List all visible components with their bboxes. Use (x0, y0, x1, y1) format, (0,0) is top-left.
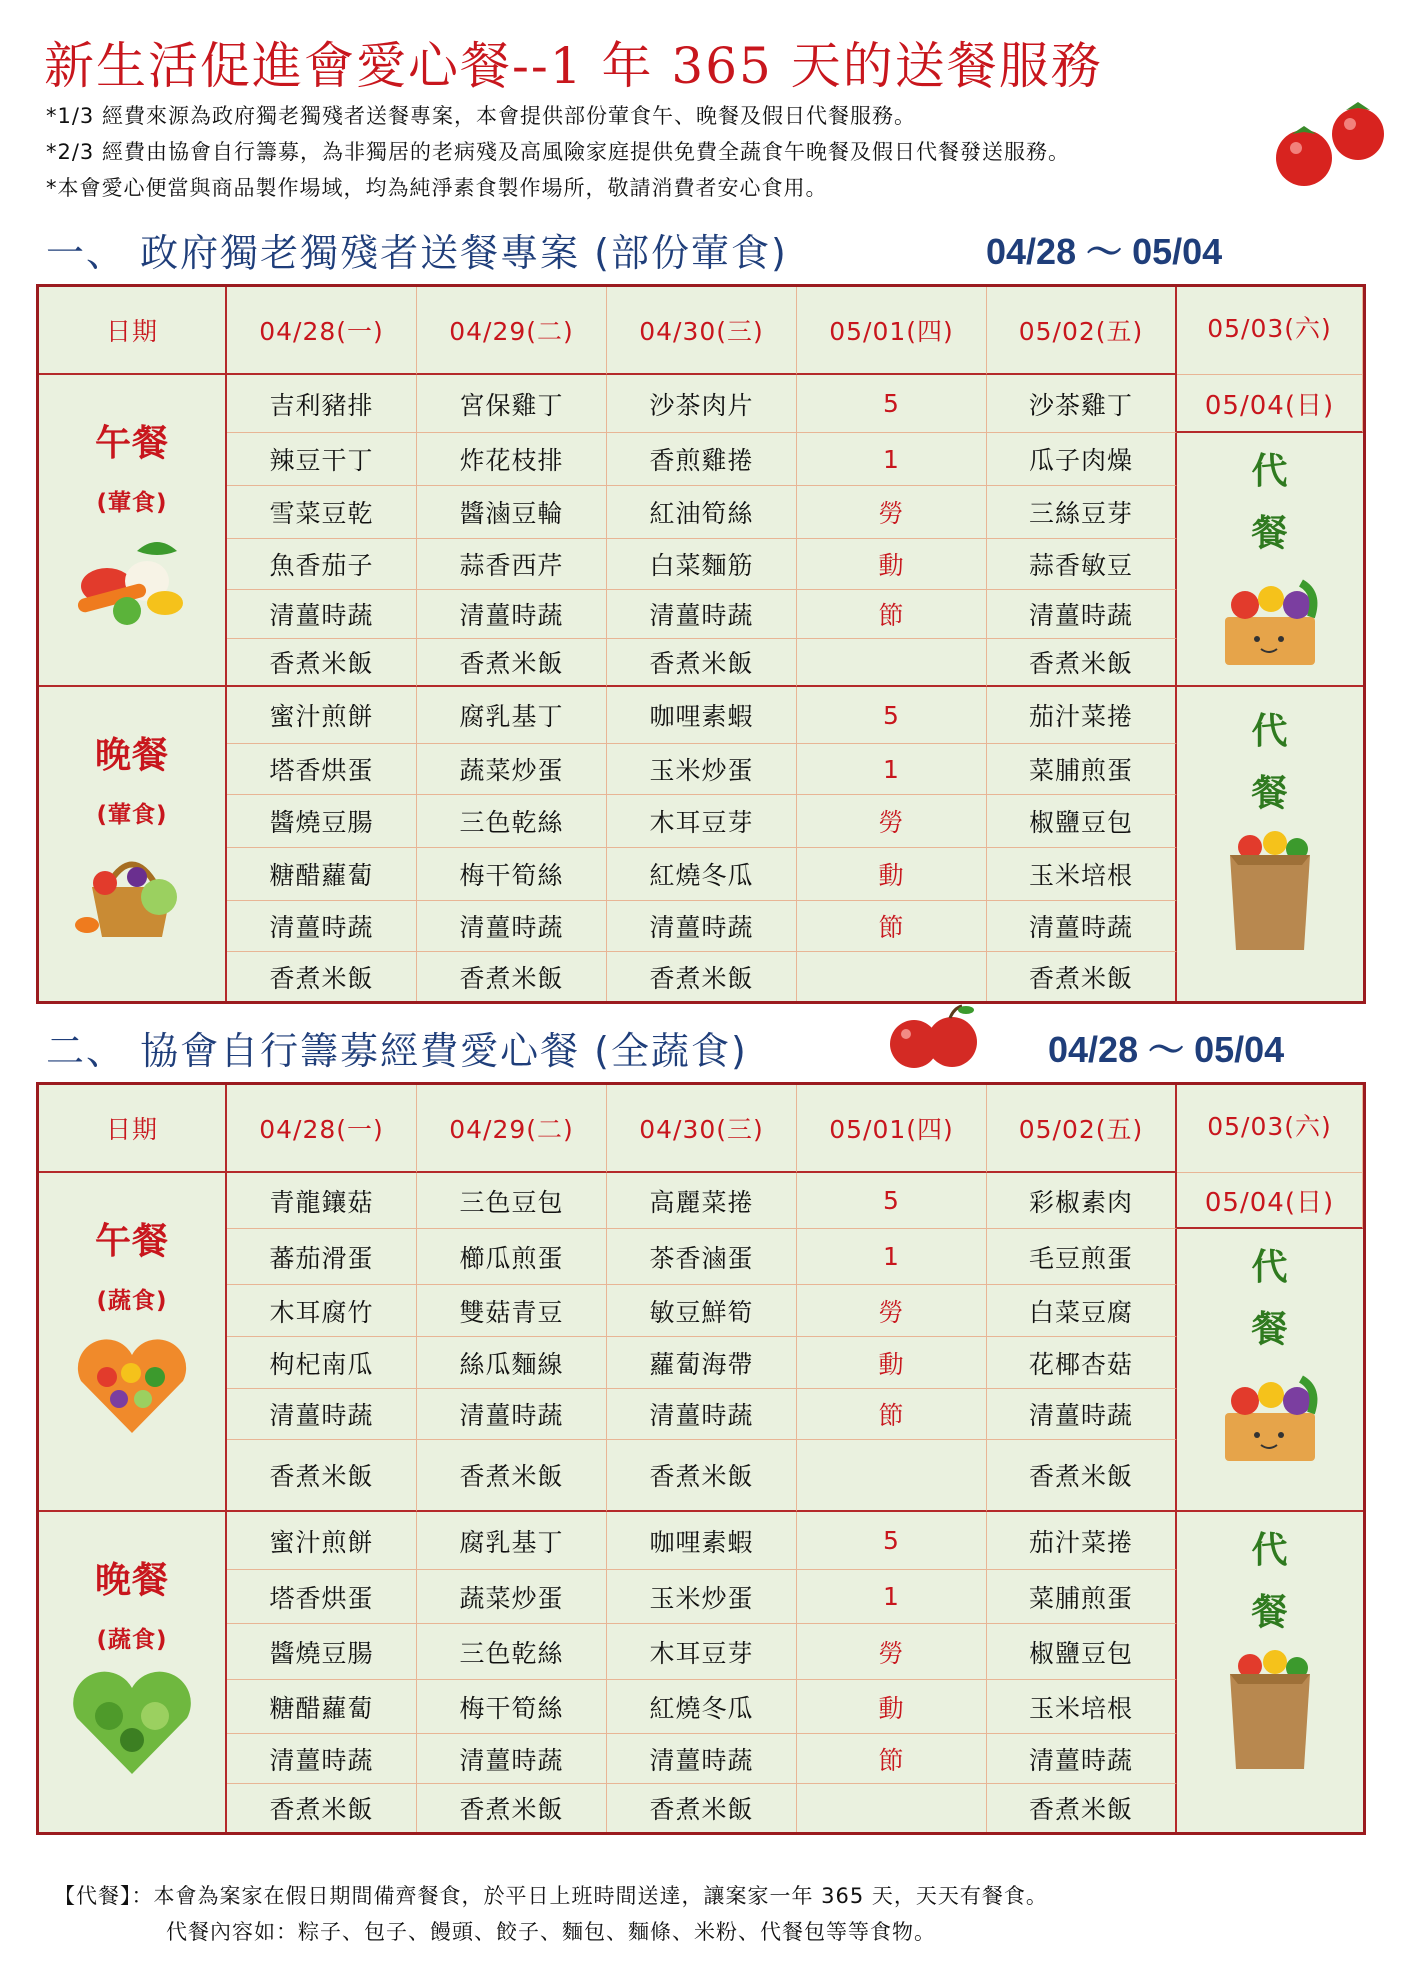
section-2-menu-table (36, 1082, 1366, 1835)
meal-title: 午餐 (94, 1221, 169, 1262)
grocery-bag-icon (1205, 1644, 1335, 1774)
sunday-header: 05/04(日) (1177, 1173, 1363, 1229)
page-title: 新生活促進會愛心餐--1 年 365 天的送餐服務 (44, 37, 1103, 95)
menu-cell: 蜜汁煎餅 (227, 1512, 417, 1570)
saturday-header: 05/03(六) (1177, 1085, 1363, 1173)
menu-cell: 香煮米飯 (607, 1440, 797, 1512)
menu-cell: 辣豆干丁 (227, 433, 417, 486)
menu-cell: 瓜子肉燥 (987, 433, 1177, 486)
saturday-header: 05/03(六) (1177, 287, 1363, 375)
day-header: 05/01(四) (797, 287, 987, 375)
holiday-cell: 勞 (797, 1624, 987, 1680)
date-header-label: 日期 (39, 1085, 227, 1173)
menu-cell: 紅燒冬瓜 (607, 848, 797, 901)
menu-cell: 蒜香敏豆 (987, 539, 1177, 590)
menu-cell: 紅油筍絲 (607, 486, 797, 539)
menu-cell: 塔香烘蛋 (227, 744, 417, 795)
substitute-char: 代 (1251, 711, 1289, 752)
green-heart-icon (67, 1660, 197, 1780)
holiday-cell: 動 (797, 539, 987, 590)
menu-cell: 清薑時蔬 (987, 901, 1177, 952)
menu-cell: 玉米培根 (987, 1680, 1177, 1734)
substitute-char: 餐 (1251, 773, 1289, 814)
menu-cell: 炸花枝排 (417, 433, 607, 486)
menu-cell: 香煮米飯 (987, 1440, 1177, 1512)
lunch-label (39, 375, 227, 687)
menu-cell: 清薑時蔬 (227, 1734, 417, 1784)
menu-cell: 清薑時蔬 (607, 1734, 797, 1784)
grocery-bag-icon (1205, 825, 1335, 955)
menu-cell: 蒜香西芹 (417, 539, 607, 590)
menu-cell: 清薑時蔬 (417, 901, 607, 952)
section-1-menu-table (36, 284, 1366, 1004)
meal-title: 晚餐 (94, 735, 169, 776)
menu-cell: 敏豆鮮筍 (607, 1285, 797, 1337)
dinner-label (39, 687, 227, 1001)
menu-cell: 櫛瓜煎蛋 (417, 1229, 607, 1285)
menu-cell: 香煮米飯 (417, 952, 607, 1001)
menu-cell: 三色乾絲 (417, 795, 607, 848)
menu-cell: 木耳豆芽 (607, 795, 797, 848)
day-header: 04/28(一) (227, 1085, 417, 1173)
substitute-char: 代 (1251, 451, 1289, 492)
menu-cell: 糖醋蘿蔔 (227, 1680, 417, 1734)
menu-cell: 香煮米飯 (227, 1784, 417, 1832)
menu-cell: 宮保雞丁 (417, 375, 607, 433)
menu-cell: 蔬菜炒蛋 (417, 1570, 607, 1624)
sunday-header: 05/04(日) (1177, 375, 1363, 433)
tomato-icon (1268, 100, 1388, 190)
menu-cell: 清薑時蔬 (607, 590, 797, 639)
holiday-cell: 節 (797, 1734, 987, 1784)
substitute-char: 餐 (1251, 513, 1289, 554)
menu-cell: 三色乾絲 (417, 1624, 607, 1680)
menu-cell: 香煮米飯 (607, 639, 797, 687)
menu-cell: 青龍鑲菇 (227, 1173, 417, 1229)
day-header: 05/02(五) (987, 1085, 1177, 1173)
menu-cell: 清薑時蔬 (227, 1389, 417, 1440)
holiday-cell: 1 (797, 1570, 987, 1624)
fruit-box-icon (1205, 565, 1335, 675)
menu-cell: 木耳腐竹 (227, 1285, 417, 1337)
menu-cell: 魚香茄子 (227, 539, 417, 590)
menu-cell: 香煮米飯 (987, 1784, 1177, 1832)
day-header: 04/29(二) (417, 287, 607, 375)
menu-cell: 醬燒豆腸 (227, 1624, 417, 1680)
meal-title: 晚餐 (94, 1560, 169, 1601)
menu-cell: 毛豆煎蛋 (987, 1229, 1177, 1285)
menu-cell: 梅干筍絲 (417, 848, 607, 901)
menu-cell: 雙菇青豆 (417, 1285, 607, 1337)
menu-cell: 清薑時蔬 (987, 590, 1177, 639)
menu-cell: 白菜豆腐 (987, 1285, 1177, 1337)
weekend-substitute-meal (1177, 433, 1363, 687)
section-1-heading: 一、 政府獨老獨殘者送餐專案 (部份葷食) (46, 231, 788, 275)
lunch-label (39, 1173, 227, 1512)
holiday-cell (797, 1440, 987, 1512)
note-2: *2/3 經費由協會自行籌募，為非獨居的老病殘及高風險家庭提供免費全蔬食午晚餐及假日代餐發送服務。 (46, 140, 1070, 164)
menu-cell: 高麗菜捲 (607, 1173, 797, 1229)
menu-cell: 彩椒素肉 (987, 1173, 1177, 1229)
day-header: 04/28(一) (227, 287, 417, 375)
vegetable-heart-icon (67, 1329, 197, 1439)
menu-cell: 清薑時蔬 (417, 1734, 607, 1784)
substitute-char: 代 (1251, 1247, 1289, 1288)
menu-cell: 玉米培根 (987, 848, 1177, 901)
menu-cell: 紅燒冬瓜 (607, 1680, 797, 1734)
holiday-cell: 節 (797, 901, 987, 952)
holiday-cell: 5 (797, 687, 987, 744)
substitute-char: 代 (1251, 1530, 1289, 1571)
menu-cell: 蕃茄滑蛋 (227, 1229, 417, 1285)
menu-cell: 木耳豆芽 (607, 1624, 797, 1680)
menu-cell: 香煮米飯 (227, 1440, 417, 1512)
note-3: *本會愛心便當與商品製作場域，均為純淨素食製作場所，敬請消費者安心食用。 (46, 176, 828, 200)
meal-subtitle: (蔬食) (96, 1288, 168, 1314)
menu-cell: 清薑時蔬 (227, 901, 417, 952)
menu-cell: 糖醋蘿蔔 (227, 848, 417, 901)
menu-cell: 香煮米飯 (987, 952, 1177, 1001)
holiday-cell: 動 (797, 848, 987, 901)
menu-cell: 蔬菜炒蛋 (417, 744, 607, 795)
menu-cell: 咖哩素蝦 (607, 687, 797, 744)
vegetable-basket-icon (67, 837, 197, 947)
menu-cell: 沙茶雞丁 (987, 375, 1177, 433)
substitute-char: 餐 (1251, 1592, 1289, 1633)
menu-cell: 雪菜豆乾 (227, 486, 417, 539)
menu-cell: 茄汁菜捲 (987, 1512, 1177, 1570)
menu-cell: 香煮米飯 (607, 952, 797, 1001)
weekend-substitute-meal (1177, 1229, 1363, 1512)
menu-cell: 醬燒豆腸 (227, 795, 417, 848)
footer-note-line-1: 【代餐】：本會為案家在假日期間備齊餐食，於平日上班時間送達，讓案家一年 365 天，天天有餐食。 (54, 1884, 1048, 1908)
holiday-cell: 動 (797, 1680, 987, 1734)
day-header: 04/30(三) (607, 1085, 797, 1173)
menu-cell: 腐乳基丁 (417, 1512, 607, 1570)
menu-cell: 菜脯煎蛋 (987, 744, 1177, 795)
holiday-cell: 1 (797, 433, 987, 486)
menu-cell: 香煮米飯 (417, 639, 607, 687)
meal-subtitle: (蔬食) (96, 1627, 168, 1653)
menu-cell: 三色豆包 (417, 1173, 607, 1229)
apple-icon (882, 1002, 982, 1074)
menu-cell: 玉米炒蛋 (607, 744, 797, 795)
holiday-cell: 1 (797, 744, 987, 795)
holiday-cell: 5 (797, 1173, 987, 1229)
substitute-char: 餐 (1251, 1309, 1289, 1350)
holiday-cell (797, 952, 987, 1001)
menu-cell: 香煮米飯 (417, 1440, 607, 1512)
menu-cell: 吉利豬排 (227, 375, 417, 433)
menu-cell: 椒鹽豆包 (987, 795, 1177, 848)
section-2-date-range: 04/28 ～ 05/04 (1048, 1029, 1285, 1070)
menu-cell: 菜脯煎蛋 (987, 1570, 1177, 1624)
fruit-box-icon (1205, 1361, 1335, 1471)
menu-cell: 白菜麵筋 (607, 539, 797, 590)
holiday-cell: 5 (797, 375, 987, 433)
menu-cell: 蘿蔔海帶 (607, 1337, 797, 1389)
menu-cell: 香煮米飯 (417, 1784, 607, 1832)
menu-cell: 清薑時蔬 (227, 590, 417, 639)
menu-cell: 香煮米飯 (607, 1784, 797, 1832)
menu-cell: 沙茶肉片 (607, 375, 797, 433)
vegetables-icon (67, 531, 197, 641)
menu-cell: 香煮米飯 (227, 952, 417, 1001)
menu-cell: 清薑時蔬 (607, 901, 797, 952)
weekend-substitute-meal (1177, 687, 1363, 1001)
day-header: 05/01(四) (797, 1085, 987, 1173)
menu-cell: 塔香烘蛋 (227, 1570, 417, 1624)
menu-cell: 香煎雞捲 (607, 433, 797, 486)
holiday-cell: 節 (797, 1389, 987, 1440)
menu-cell: 香煮米飯 (227, 639, 417, 687)
menu-cell: 梅干筍絲 (417, 1680, 607, 1734)
day-header: 05/02(五) (987, 287, 1177, 375)
footer-note-line-2: 代餐內容如：粽子、包子、饅頭、餃子、麵包、麵條、米粉、代餐包等等食物。 (166, 1920, 936, 1944)
holiday-cell: 動 (797, 1337, 987, 1389)
menu-cell: 絲瓜麵線 (417, 1337, 607, 1389)
holiday-cell: 勞 (797, 795, 987, 848)
menu-cell: 清薑時蔬 (417, 1389, 607, 1440)
menu-cell: 腐乳基丁 (417, 687, 607, 744)
menu-cell: 椒鹽豆包 (987, 1624, 1177, 1680)
meal-subtitle: (葷食) (96, 490, 168, 516)
day-header: 04/29(二) (417, 1085, 607, 1173)
menu-cell: 清薑時蔬 (987, 1734, 1177, 1784)
menu-cell: 清薑時蔬 (417, 590, 607, 639)
menu-cell: 醬滷豆輪 (417, 486, 607, 539)
dinner-label (39, 1512, 227, 1832)
menu-cell: 咖哩素蝦 (607, 1512, 797, 1570)
menu-cell: 茶香滷蛋 (607, 1229, 797, 1285)
holiday-cell: 節 (797, 590, 987, 639)
menu-cell: 茄汁菜捲 (987, 687, 1177, 744)
section-1-date-range: 04/28 ～ 05/04 (986, 231, 1223, 272)
weekend-substitute-meal (1177, 1512, 1363, 1832)
day-header: 04/30(三) (607, 287, 797, 375)
menu-cell: 蜜汁煎餅 (227, 687, 417, 744)
menu-cell: 花椰杏菇 (987, 1337, 1177, 1389)
holiday-cell (797, 1784, 987, 1832)
menu-cell: 三絲豆芽 (987, 486, 1177, 539)
holiday-cell: 1 (797, 1229, 987, 1285)
note-1: *1/3 經費來源為政府獨老獨殘者送餐專案，本會提供部份葷食午、晚餐及假日代餐服務。 (46, 104, 916, 128)
meal-title: 午餐 (94, 423, 169, 464)
meal-subtitle: (葷食) (96, 802, 168, 828)
section-2-heading: 二、 協會自行籌募經費愛心餐 (全蔬食) (46, 1029, 748, 1073)
holiday-cell: 勞 (797, 1285, 987, 1337)
menu-cell: 玉米炒蛋 (607, 1570, 797, 1624)
holiday-cell: 5 (797, 1512, 987, 1570)
menu-cell: 枸杞南瓜 (227, 1337, 417, 1389)
menu-cell: 清薑時蔬 (607, 1389, 797, 1440)
menu-cell: 香煮米飯 (987, 639, 1177, 687)
holiday-cell (797, 639, 987, 687)
menu-cell: 清薑時蔬 (987, 1389, 1177, 1440)
holiday-cell: 勞 (797, 486, 987, 539)
date-header-label: 日期 (39, 287, 227, 375)
